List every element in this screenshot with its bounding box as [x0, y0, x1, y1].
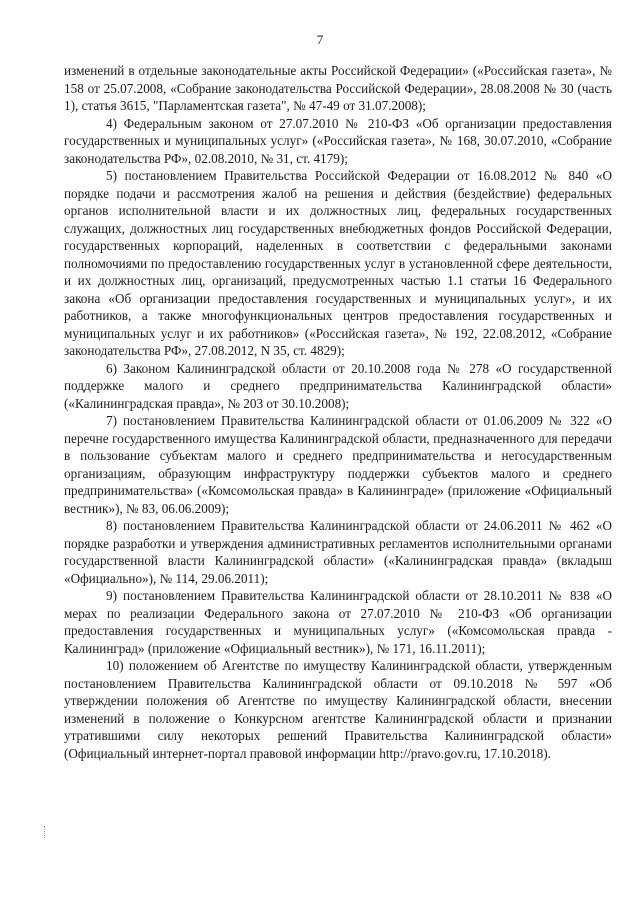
paragraph-continuation: изменений в отдельные законодательные акты Российской Федерации» («Российская газета», № 158 от 25.07.2008, «Собрание законодательства Российской Федерации», 28.08.2008 № 30 (часть 1), статья 3615, "Парламентская газета", № 47-49 от 31.07.2008); — [64, 63, 612, 113]
document-body — [64, 62, 612, 762]
list-item-6: 6) Законом Калининградской области от 20.10.2008 года № 278 «О государственной поддержке малого и среднего предпринимательства Калининградской области» («Калининградская правда», № 203 от 30.10.2008); — [64, 360, 612, 411]
list-item-9: 9) постановлением Правительства Калининградской области от 28.10.2011 № 838 «О мерах по реализации Федерального закона от 27.07.2010 № 210-ФЗ «Об организации предоставления государственных и муниципальных услуг» («Комсомольская правда - Калининград» (приложение «Официальный вестник»), № 171, 16.11.2011); — [64, 588, 612, 656]
page-number: 7 — [316, 32, 324, 47]
list-item-7: 7) постановлением Правительства Калининградской области от 01.06.2009 № 322 «О перечне государственного имущества Калининградской области, предназначенного для передачи в пользование субъектам малого и среднего предпринимательства и негосударственным организациям, образующим инфраструктуру поддержки субъектов малого и среднего предпринимательства» («Комсомольская правда» в Калининграде» (приложение «Официальный вестник»), № 83, 06.06.2009); — [64, 413, 612, 516]
list-item-5: 5) постановлением Правительства Российской Федерации от 16.08.2012 № 840 «О порядке подачи и рассмотрения жалоб на решения и действия (бездействие) федеральных органов исполнительной власти и их должностных лиц, федеральных государственных служащих, должностных лиц государственных внебюджетных фондов Российской Федерации, государственных корпораций, наделенных в соответствии с федеральными законами полномочиями по предоставлению государственных услуг в установленной сфере деятельности, и их должностных лиц, организаций, предусмотренных частью 1.1 статьи 16 Федерального закона «Об организации предоставления государственных и муниципальных услуг», и их работников, а также многофункциональных центров предоставления государственных и муниципальных услуг и их работников» («Российская газета», № 192, 22.08.2012, «Собрание законодательства РФ», 27.08.2012, N 35, ст. 4829); — [64, 168, 612, 358]
list-item-4: 4) Федеральным законом от 27.07.2010 № 210-ФЗ «Об организации предоставления государственных и муниципальных услуг» («Российская газета», № 168, 30.07.2010, «Собрание законодательства РФ», 02.08.2010, № 31, ст. 4179); — [64, 115, 612, 166]
list-item-8: 8) постановлением Правительства Калининградской области от 24.06.2011 № 462 «О порядке разработки и утверждения административных регламентов исполнительными органами государственной власти Калининградской области» («Калининградская правда» (вкладыш «Официально»), № 114, 29.06.2011); — [64, 518, 612, 586]
scan-artifact — [44, 826, 48, 838]
list-item-10: 10) положением об Агентстве по имуществу Калининградской области, утвержденным постановлением Правительства Калининградской области от 09.10.2018 № 597 «Об утверждении положения об Агентстве по имуществу Калининградской области, внесении изменений в положение о Конкурсном агентстве Калининградской области и признании утратившими силу некоторых решений Правительства Калининградской области» (Официальный интернет-портал правовой информации http://pravo.gov.ru, 17.10.2018). — [64, 658, 612, 761]
